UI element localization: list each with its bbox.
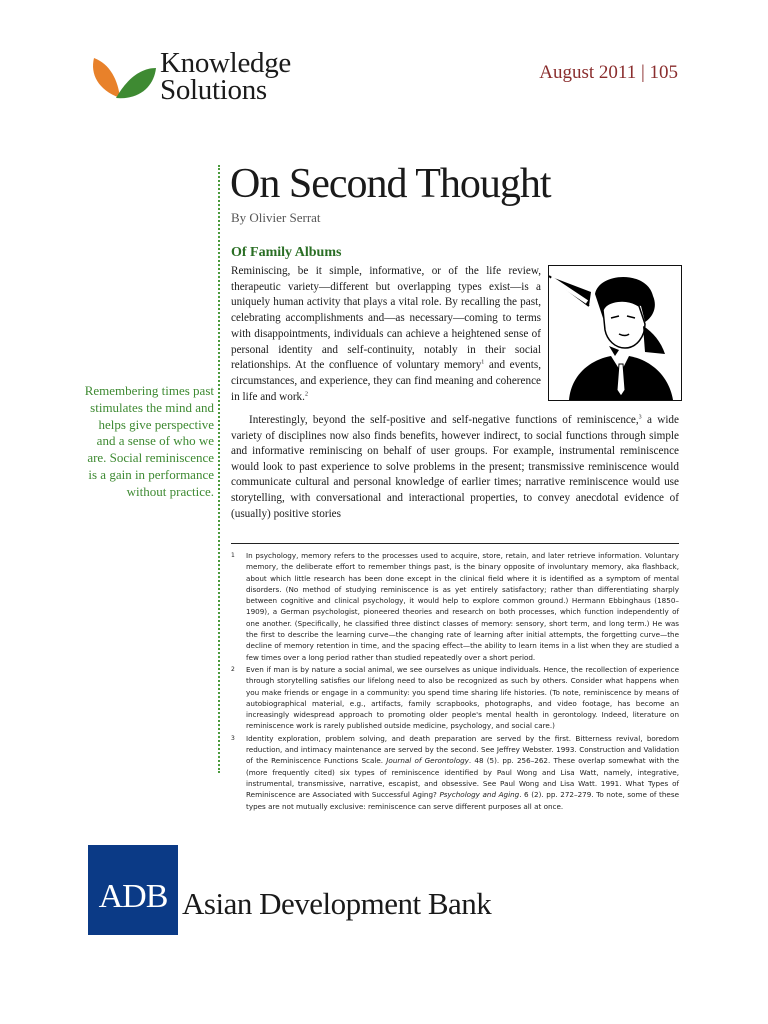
footnote-text-part: . 48 (5). pp. 256–262. These overlap somewhat with the (more frequently cited) six types of reminiscence identified by Paul Wong and Lisa Watt, namely, integrative, instrumental, transmissive, narrative, escapist, and obsessive. See Paul Wong and Lisa Watt. 1991. What Types of Reminiscence are Associated with Successful Aging? [246, 756, 680, 800]
footnote-text-part: Identity exploration, problem solving, and death preparation are served by the first. Bitterness revival, boredom reduction, and intimacy maintenance are served by the second. See Jeffrey Webster. 1993. Construction and Validation of the Reminiscence Functions Scale. [246, 733, 679, 766]
brand-line-2: Solutions [160, 74, 267, 106]
footnote-ref-3: 3 [638, 414, 642, 421]
body-text-b: a wide variety of disciplines now also finds benefits, however indirect, to social functions through simple and informative reminiscing on behalf of user groups. For example, instrumental reminiscence would look to past experience to solve problems in the present; transmissive reminiscence would communicate cultural and personal knowledge of earlier times; narrative reminiscence would use storytelling, with conversational and interactional properties, to convey anecdotal evidence of (usually) positive stories [231, 414, 679, 520]
leaf-logo-icon [88, 52, 158, 108]
profile-illustration [548, 265, 682, 401]
footnote-ref-1: 1 [481, 359, 485, 366]
pull-quote: Remembering times past stimulates the mind and helps give perspective and a sense of who we are. Social reminiscence is a gain in performance without practice. [84, 383, 214, 499]
journal-title: Psychology and Aging [439, 790, 520, 800]
footnote-text: Even if man is by nature a social animal, we see ourselves as unique individuals. Hence, the recollection of experience through storytelling satisfies our lifelong need to also be recognized as such by others. Consider what happens when you make friends or engage in a community: you spend time sharing life histories. (To note, reminiscence by means of autobiographical material, e.g., artifacts, family scrapbooks, photographs, and video footage, has become an increasingly widespread approach to promoting older people's mental health in gerontology. Indeed, literature on reminiscence work is rarely published outside medicine, psychology, and social care.) [246, 664, 679, 731]
footnote-text-part: . 6 (2). pp. 272–279. To note, some of these types are not mutually exclusive: reminiscence can serve different purposes all at once. [246, 790, 679, 811]
footnote-3 [231, 733, 679, 812]
footnote-1 [231, 550, 679, 663]
footnote-number: 3 [231, 734, 235, 742]
intro-text-a: Reminiscing, be it simple, informative, or of the life review, therapeutic variety—different but overlapping types exist—is a uniquely human activity that plays a vital role. By recalling the past, celebrating accomplishments and—as necessary—coming to terms with disappointments, individuals can achieve a heightened sense of personal identity and self-continuity, notably in their social relationships. At the confluence of voluntary memory [231, 265, 541, 372]
intro-paragraph [231, 264, 541, 405]
footnote-number: 1 [231, 552, 235, 559]
body-text-a: Interestingly, beyond the self-positive and self-negative functions of reminiscence, [249, 414, 639, 426]
footnote-2 [231, 664, 679, 732]
issue-number: August 2011 | 105 [539, 62, 678, 83]
article-title: On Second Thought [230, 161, 551, 207]
journal-title: Journal of Gerontology [386, 756, 469, 766]
intro-text-b: and events, circumstances, and experience, they can find meaning and coherence in life and work. [231, 359, 542, 403]
footnote-rule [231, 543, 679, 544]
adb-logo [88, 845, 178, 935]
adb-abbreviation: ADB [98, 878, 168, 915]
footnote-text [246, 733, 679, 812]
section-heading: Of Family Albums [231, 245, 342, 260]
brand-line-1: Knowledge [160, 47, 291, 79]
body-paragraph [231, 413, 679, 522]
footnotes [231, 550, 679, 813]
dotted-divider [218, 165, 220, 773]
footnote-ref-2: 2 [304, 390, 308, 397]
brand-wordmark [160, 47, 291, 106]
adb-name: Asian Development Bank [182, 886, 492, 921]
footnote-text: In psychology, memory refers to the processes used to acquire, store, retain, and later retrieve information. Voluntary memory, the deliberate effort to remember things past, is the binary opposite of involuntary memory, aka flashback, about which little research has been done except in the clinical field where it is identified as a symptom of mental disorders. (No method of studying reminiscence is as yet entirely satisfactory; rather than differentiating sharply between cognitive and clinical psychology, it would help to explore common ground.) Hermann Ebbinghaus (1850–1909), a German psychologist, pioneered theories and research on both processes, which function independently of one another. (Specifically, he classified three distinct classes of memory: sensory, short term, and long term.) He was the first to describe the learning curve—the changing rate of learning after initial attempts, the forgetting curve—the decline of memory retention in time, and the spacing effect—the ability to learn items in a list when they are studied a few times over a long period rather than studied repeatedly over a short period. [246, 551, 679, 662]
byline: By Olivier Serrat [231, 210, 321, 225]
footnote-number: 2 [231, 665, 235, 673]
